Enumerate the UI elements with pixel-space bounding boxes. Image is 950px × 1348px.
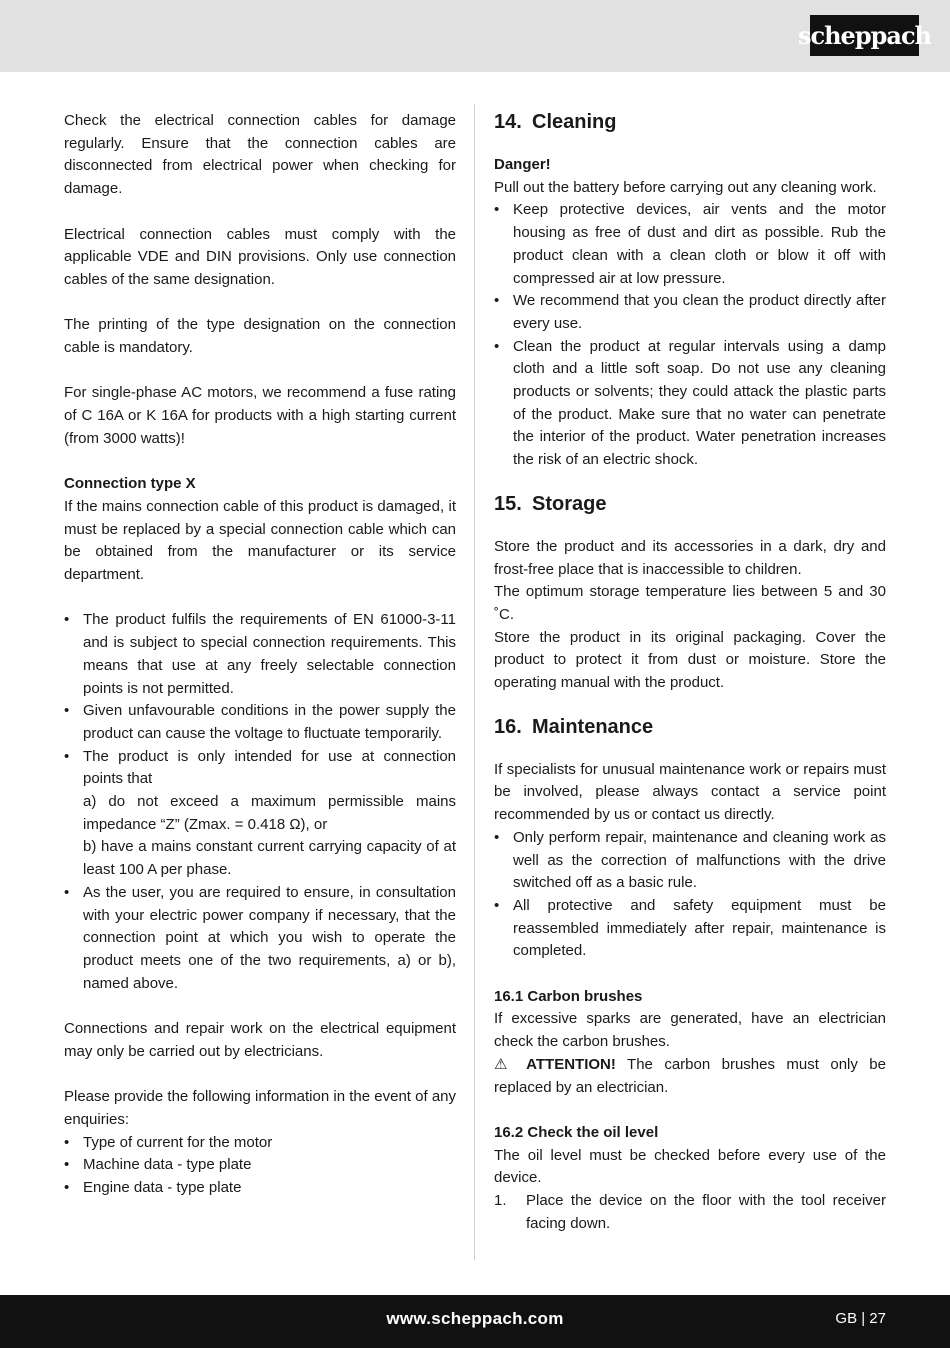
- section-heading-storage: 15. Storage: [494, 492, 607, 515]
- paragraph-connection-type-x: If the mains connection cable of this product is damaged, it must be replaced by a special connection cable which can be obtained from the manufacturer or its service department.: [64, 497, 456, 583]
- sub-item-a: a) do not exceed a maximum permissible mains impedance “Z” (Zmax. = 0.418 Ω), or: [83, 793, 456, 833]
- sub-item-b: b) have a mains constant current carrying capacity of at least 100 A per phase.: [83, 838, 456, 879]
- page-number: GB | 27: [835, 1310, 886, 1327]
- storage-text-1: Store the product and its accessories in a dark, dry and frost-free place that is inaccessible to children.: [494, 537, 886, 578]
- storage-text-3: Store the product in its original packaging. Cover the product to protect it from dust or moisture. Store the operating manual with the product.: [494, 628, 886, 692]
- list-item: • Only perform repair, maintenance and cleaning work as well as the correction of malfunctions with the drive switched off as a basic rule.: [494, 827, 886, 895]
- footer-bar: [0, 1295, 950, 1348]
- right-column: [494, 110, 886, 1236]
- carbon-brushes-text: If excessive sparks are generated, have an electrician check the carbon brushes.: [494, 1010, 886, 1051]
- connection-requirements-list: [64, 609, 456, 995]
- maintenance-list: [494, 827, 886, 963]
- brand-logo: scheppach: [810, 15, 919, 56]
- list-item: • Keep protective devices, air vents and the motor housing as free of dust and dirt as possible. Rub the product clean with a clean cloth or blow it off with compressed air at low pressure.: [494, 199, 886, 290]
- attention-label: ATTENTION!: [526, 1055, 616, 1073]
- list-item: • The product fulfils the requirements of EN 61000-3-11 and is subject to special connection requirements. This means that use at any freely selectable connection points is not permitted.: [64, 609, 456, 700]
- paragraph-cable-standards: Electrical connection cables must comply with the applicable VDE and DIN provisions. Only use connection cables of the same designation.: [64, 225, 456, 288]
- list-item: • We recommend that you clean the product directly after every use.: [494, 290, 886, 335]
- enquiry-info-list: [64, 1132, 456, 1200]
- heading-connection-type-x: Connection type X: [64, 475, 196, 493]
- paragraph-type-designation: The printing of the type designation on the connection cable is mandatory.: [64, 316, 456, 356]
- subheading-oil-level: 16.2 Check the oil level: [494, 1123, 659, 1141]
- cleaning-list: [494, 199, 886, 471]
- header-bar: [0, 0, 950, 72]
- section-heading-cleaning: 14. Cleaning: [494, 111, 617, 133]
- paragraph-cable-check: Check the electrical connection cables for damage regularly. Ensure that the connection cables are disconnected from electrical power when checking for damage.: [64, 112, 456, 198]
- paragraph-fuse-rating: For single-phase AC motors, we recommend a fuse rating of C 16A or K 16A for products with a high starting current (from 3000 watts)!: [64, 384, 456, 447]
- warning-icon: ⚠: [494, 1055, 515, 1073]
- subheading-carbon-brushes: 16.1 Carbon brushes: [494, 987, 643, 1005]
- storage-text-2: The optimum storage temperature lies between 5 and 30 ˚C.: [494, 583, 886, 623]
- footer-url: www.scheppach.com: [386, 1309, 564, 1328]
- list-item: • Type of current for the motor: [64, 1132, 456, 1155]
- attention-note: ⚠ ATTENTION! The carbon brushes must only be replaced by an electrician.: [494, 1055, 886, 1096]
- section-heading-maintenance: 16. Maintenance: [494, 715, 654, 738]
- list-item: • The product is only intended for use at connection points that a) do not exceed a maximum permissible mains impedance “Z” (Zmax. = 0.418 Ω), or b) have a mains constant current carrying capacity of at least 100 A per phase.: [64, 746, 456, 882]
- list-item: • Given unfavourable conditions in the power supply the product can cause the voltage to fluctuate temporarily.: [64, 700, 456, 745]
- list-item: • All protective and safety equipment must be reassembled immediately after repair, maintenance is completed.: [494, 895, 886, 963]
- danger-label: Danger!: [494, 156, 551, 173]
- left-column: [64, 110, 456, 1200]
- oil-steps-list: [494, 1190, 886, 1235]
- maintenance-intro: If specialists for unusual maintenance work or repairs must be involved, please always contact a service point recommended by us or contact us directly.: [494, 760, 886, 824]
- list-item: • Machine data - type plate: [64, 1154, 456, 1177]
- paragraph-enquiries: Please provide the following information in the event of any enquiries:: [64, 1088, 456, 1128]
- paragraph-electricians: Connections and repair work on the electrical equipment may only be carried out by electricians.: [64, 1020, 456, 1060]
- danger-text: Pull out the battery before carrying out any cleaning work.: [494, 178, 877, 196]
- list-item: • Engine data - type plate: [64, 1177, 456, 1200]
- list-item: • Clean the product at regular intervals using a damp cloth and a little soft soap. Do not use any cleaning products or solvents; they could attack the plastic parts of the product. Make sure that no water can penetrate the interior of the product. Water penetration increases the risk of an electric shock.: [494, 336, 886, 472]
- oil-level-text: The oil level must be checked before every use of the device.: [494, 1146, 886, 1187]
- list-item: 1. Place the device on the floor with the tool receiver facing down.: [494, 1192, 886, 1232]
- list-item: • As the user, you are required to ensure, in consultation with your electric power company if necessary, that the connection point at which you wish to operate the product meets one of the two requirements, a) or b), named above.: [64, 882, 456, 996]
- column-divider: [474, 104, 475, 1260]
